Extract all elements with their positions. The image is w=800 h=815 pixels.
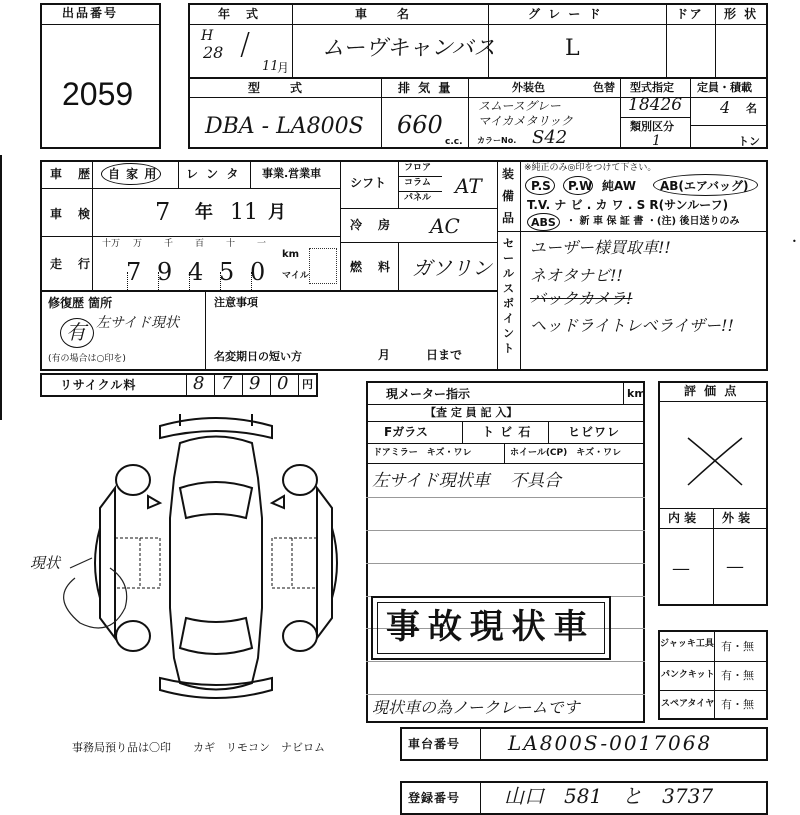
caution-month: 月: [378, 348, 393, 362]
repair-detail: 左サイド現状: [96, 315, 180, 331]
displacement-unit: c.c.: [445, 137, 463, 147]
year-month-unit: 月: [277, 61, 290, 75]
equipment-pw[interactable]: P.W: [568, 179, 593, 193]
tire-front-right: [283, 465, 317, 495]
type-designation-label: 型式指定: [630, 81, 674, 94]
inspector-cell-fglass: Fガラス: [384, 425, 428, 439]
displacement-label: 排 気 量: [398, 81, 453, 95]
caution-label: 注意事項: [214, 296, 258, 309]
sales-point-label-char: ー: [503, 252, 516, 265]
class-label: 類別区分: [630, 120, 674, 133]
year-label: 年 式: [218, 7, 261, 21]
tools-jack-opts[interactable]: 有・無: [721, 640, 754, 653]
shape-label: 形 状: [724, 7, 759, 21]
inspector-note-2: 現状車の為ノークレームです: [372, 698, 580, 717]
load-unit: トン: [738, 135, 760, 148]
tire-rear-left: [116, 621, 150, 651]
sales-point-2: ネオタナビ!!: [530, 266, 623, 285]
equipment-label-char: 備: [502, 189, 517, 203]
inspector-note-1: 左サイド現状車: [372, 471, 490, 491]
tools-spare-label: スペアタイヤ: [661, 699, 715, 709]
inspector-cell-chip: ト ビ 石: [482, 425, 532, 439]
mileage-dot-box: [309, 248, 337, 284]
mileage-digit: 9: [157, 258, 173, 286]
diagram-annotation: 現状: [30, 554, 61, 572]
shift-value: AT: [455, 174, 482, 198]
inspector-note-1b: 不具合: [510, 471, 561, 491]
class-value: 1: [652, 133, 661, 149]
equipment-warranty[interactable]: ・ 新 車 保 証 書 ・(注) 後日送りのみ: [566, 216, 740, 227]
year-slash: /: [240, 27, 251, 62]
recycle-digit-4: 0: [277, 373, 289, 394]
exterior-color-line2: マイカメタリック: [478, 114, 573, 128]
caution-day: 日まで: [426, 348, 463, 362]
mileage-place-label: 千: [164, 239, 174, 249]
exterior-color-line1: スムースグレー: [478, 99, 561, 113]
inspection-month: 11: [230, 200, 258, 225]
registration-label: 登録番号: [408, 791, 461, 805]
shift-opt-panel[interactable]: パネル: [404, 193, 432, 203]
sales-point-4: ヘッドライトレベライザー!!: [530, 316, 734, 335]
mileage-place-label: 一: [257, 239, 267, 249]
name-value: ムーヴキャンバス: [322, 36, 496, 61]
displacement-value: 660: [397, 111, 443, 139]
car-side-right: [317, 488, 332, 638]
mileage-unit-km: km: [282, 249, 300, 260]
sales-point-label-char: ポ: [503, 297, 516, 310]
equipment-ps[interactable]: P.S: [531, 179, 551, 193]
tools-puncture-label: パンクキット: [661, 670, 715, 680]
model-value: DBA - LA800S: [205, 114, 364, 139]
recycle-digit-1: 8: [193, 373, 205, 394]
shift-opt-floor[interactable]: フロア: [404, 163, 432, 173]
rating-exterior-value: —: [726, 556, 744, 577]
inspection-label: 車 検: [50, 207, 93, 221]
mileage-place-label: 百: [195, 239, 205, 249]
repair-value: 有: [66, 320, 86, 344]
windshield: [180, 482, 252, 518]
lot-number: 2059: [62, 76, 134, 112]
aircon-label: 冷 房: [350, 218, 393, 232]
tools-puncture-opts[interactable]: 有・無: [721, 669, 754, 682]
rating-cross: [680, 430, 750, 490]
inspection-year-unit: 年: [195, 202, 213, 223]
equipment-line2[interactable]: T.V. ナ ビ . カ ワ . S R(サンルーフ): [527, 198, 729, 212]
capacity-label: 定員・積載: [697, 81, 752, 94]
history-opt-private[interactable]: 自 家 用: [108, 167, 158, 181]
chassis-label: 車台番号: [408, 737, 461, 751]
tire-rear-right: [283, 621, 317, 651]
car-side-left: [100, 488, 115, 638]
registration-value: 山口 581 と 3737: [504, 784, 714, 808]
grade-value: L: [565, 36, 580, 61]
equipment-note: ※純正のみ◎印をつけて下さい。: [524, 163, 657, 173]
office-note: 事務局預り品は〇印 カギ リモコン ナビロム: [72, 741, 325, 754]
sales-point-3: バックカメラ!: [530, 289, 633, 308]
mileage-place-label: 十万: [102, 239, 121, 249]
mileage-place-label: 十: [226, 239, 236, 249]
shift-opt-column[interactable]: コラム: [404, 178, 431, 188]
color-no-value: S42: [532, 127, 568, 148]
capacity-unit: 名: [746, 102, 757, 115]
repair-note: (有の場合は○印を): [48, 354, 126, 364]
shift-label: シフト: [350, 176, 387, 190]
equipment-abs[interactable]: ABS: [531, 216, 556, 229]
equipment-airbag[interactable]: AB(エアバッグ): [660, 179, 749, 193]
history-opt-rental[interactable]: レ ン タ: [186, 167, 241, 181]
mileage-digit: 5: [219, 258, 235, 286]
sales-point-label-char: イ: [503, 312, 516, 325]
mileage-place-label: 万: [133, 239, 143, 249]
equipment-label-char: 装: [502, 167, 517, 181]
mileage-label: 走 行: [50, 257, 93, 271]
mileage-digit: 4: [188, 258, 204, 286]
grade-label: グ レ ー ド: [528, 7, 603, 21]
car-diagram: [30, 408, 360, 718]
rear-window: [180, 618, 252, 654]
sales-point-label-char: ト: [503, 342, 516, 355]
aircon-value: AC: [430, 214, 460, 238]
inspection-month-unit: 月: [268, 202, 286, 223]
lot-label: 出品番号: [62, 6, 119, 20]
rating-label: 評 価 点: [684, 384, 739, 398]
type-designation-value: 18426: [628, 95, 683, 115]
history-label: 車 歴: [50, 167, 93, 181]
inspector-header: 【査 定 員 記 入】: [425, 406, 518, 419]
name-label: 車 名: [355, 7, 412, 21]
rating-interior-label: 内 装: [668, 511, 697, 525]
door-label: ドア: [676, 7, 704, 21]
repair-label: 修復歴 箇所: [48, 296, 113, 310]
inspector-cell-mirror: ドアミラー キズ・ワレ: [373, 448, 472, 458]
mileage-digit: 7: [126, 258, 142, 286]
tools-spare-opts[interactable]: 有・無: [721, 698, 754, 711]
car-body-top: [170, 437, 262, 690]
history-opt-business[interactable]: 事業.営業車: [262, 167, 322, 180]
sales-point-label-char: ル: [503, 267, 516, 280]
inspector-cell-crack: ヒビワレ: [568, 425, 621, 439]
equipment-label-char: 品: [502, 211, 517, 225]
meter-label: 現メーター指示: [386, 387, 471, 401]
fuel-label: 燃 料: [350, 260, 393, 274]
recycle-label: リサイクル料: [60, 378, 137, 392]
year-era: H: [201, 28, 214, 44]
accident-stamp-text: 事 故 現 状 車: [386, 607, 586, 647]
color-change-label: 色替: [593, 81, 615, 94]
capacity-value: 4: [720, 98, 731, 117]
recycle-digit-3: 9: [249, 373, 261, 394]
sales-point-1: ユーザー様買取車!!: [530, 238, 671, 257]
model-label: 型 式: [248, 81, 305, 95]
meter-unit: km: [627, 387, 646, 400]
sales-point-label-char: セ: [503, 237, 516, 250]
chassis-value: LA800S-0017068: [508, 731, 713, 755]
year-value: 28: [203, 43, 224, 62]
equipment-aw[interactable]: 純AW: [602, 179, 636, 193]
recycle-digit-2: 7: [221, 373, 233, 394]
tire-front-left: [116, 465, 150, 495]
fuel-value: ガソリン: [412, 256, 492, 280]
rating-interior-value: —: [672, 558, 690, 579]
tools-jack-label: ジャッキ工具: [660, 639, 714, 649]
recycle-unit: 円: [302, 378, 313, 391]
year-month: 11: [262, 59, 279, 74]
inspection-year: 7: [155, 198, 171, 226]
color-no-label: カラーNo.: [477, 136, 517, 145]
sales-point-label-char: ン: [503, 327, 516, 340]
exterior-color-label: 外装色: [512, 81, 545, 94]
sales-point-label-char: ス: [503, 282, 516, 295]
caution-name-change: 名変期日の短い方: [214, 350, 302, 363]
inspector-cell-wheel: ホイール(CP) キズ・ワレ: [510, 448, 622, 458]
rating-exterior-label: 外 装: [722, 511, 751, 525]
mileage-digit: 0: [250, 258, 266, 286]
mileage-unit-mile: マイル: [282, 271, 309, 281]
